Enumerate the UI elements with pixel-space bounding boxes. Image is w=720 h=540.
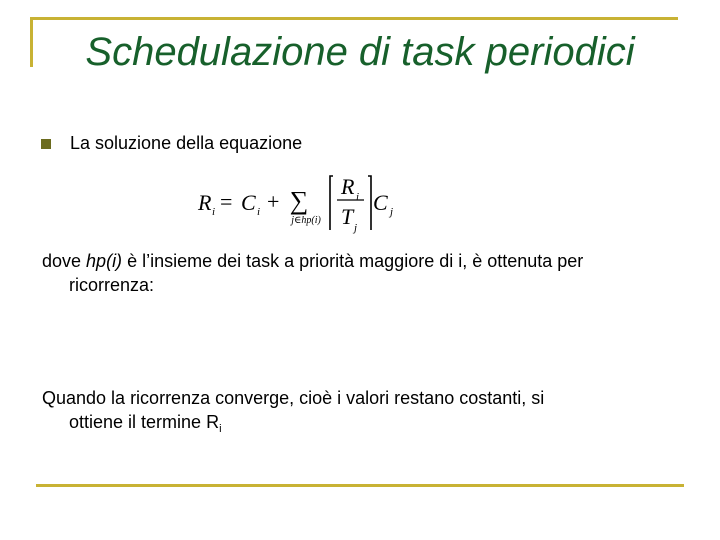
frame-bottom-rule <box>36 484 684 487</box>
ceil-right-bracket <box>368 176 371 230</box>
eq-equals: = <box>220 189 233 214</box>
eq-num: R <box>341 174 355 199</box>
ceil-left-bracket <box>330 176 333 230</box>
eq-lhs-sub: i <box>212 206 216 218</box>
bullet-text: La soluzione della equazione <box>70 133 303 153</box>
square-bullet-icon <box>41 139 51 149</box>
eq-c: C <box>241 190 256 215</box>
eq-sum-sub: j∈hp(i) <box>291 215 321 226</box>
response-time-equation <box>190 168 420 240</box>
eq-sum: ∑ <box>289 186 309 215</box>
para1-post: è l’insieme dei task a priorità maggiore di i, è ottenuta per <box>122 251 584 271</box>
eq-c2-sub: j <box>390 206 394 218</box>
slide-title: Schedulazione di task periodici <box>85 30 635 74</box>
frame-top-rule <box>30 17 678 20</box>
para2-line2 <box>42 410 672 441</box>
para1-pre: dove <box>42 251 87 271</box>
paragraph-recurrence <box>42 249 672 297</box>
para2-line1: Quando la ricorrenza converge, cioè i valori restano costanti, si <box>42 388 545 408</box>
eq-den: T <box>341 204 354 229</box>
para1-line2: ricorrenza: <box>69 275 155 295</box>
eq-lhs: R <box>198 190 212 215</box>
para2-line2-pre: ottiene il termine R <box>69 412 220 432</box>
eq-c-sub: i <box>257 206 261 218</box>
para1-italic: hp(i) <box>86 251 123 271</box>
eq-den-sub: j <box>354 222 358 234</box>
eq-plus: + <box>267 189 280 214</box>
eq-num-sub: i <box>356 191 360 203</box>
eq-c2: C <box>373 190 388 215</box>
para2-line2-sub: i <box>219 423 222 435</box>
paragraph-convergence <box>42 386 672 441</box>
